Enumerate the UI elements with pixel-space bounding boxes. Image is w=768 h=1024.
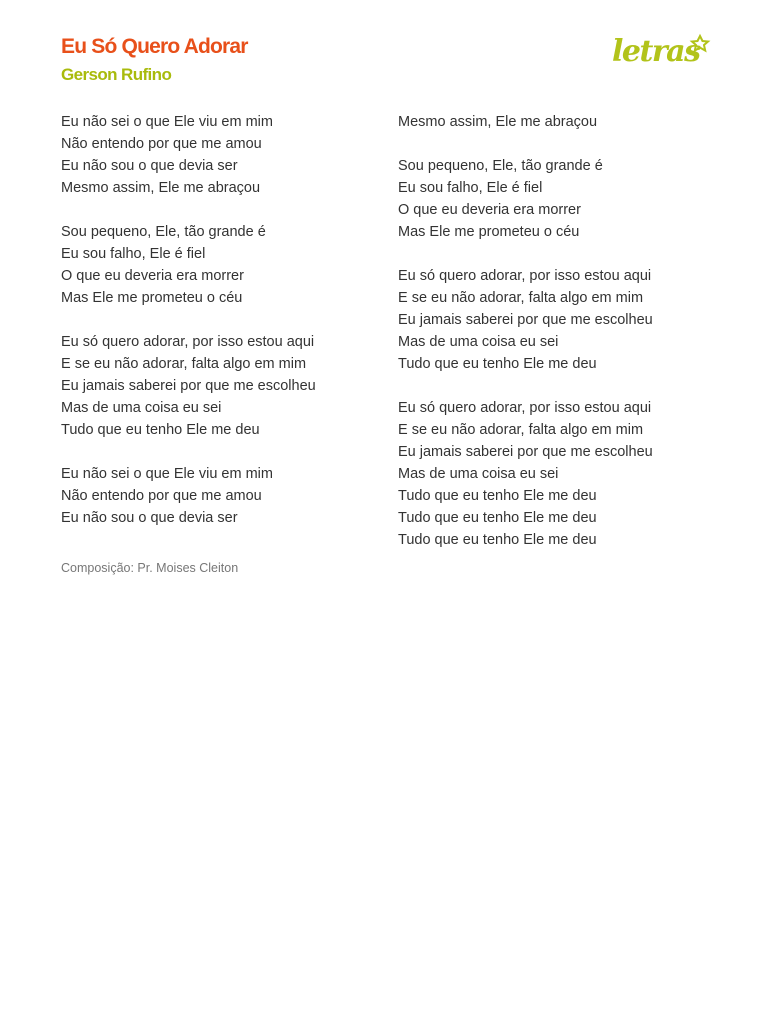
stanza — [398, 111, 653, 133]
stanza — [398, 397, 653, 551]
lyric-line: Tudo que eu tenho Ele me deu — [398, 532, 597, 548]
lyric-line: Mas de uma coisa eu sei — [398, 334, 559, 350]
lyric-line: Eu não sei o que Ele viu em mim — [61, 114, 273, 130]
lyric-line: Mas Ele me prometeu o céu — [61, 290, 243, 306]
lyric-line: Eu só quero adorar, por isso estou aqui — [398, 400, 652, 416]
lyric-line: E se eu não adorar, falta algo em mim — [398, 290, 644, 306]
composer-credit: Composição: Pr. Moises Cleiton — [61, 561, 239, 575]
lyric-line: Eu não sei o que Ele viu em mim — [61, 466, 273, 482]
stanza — [398, 265, 653, 375]
lyric-line: Tudo que eu tenho Ele me deu — [61, 422, 260, 438]
lyric-line: Mesmo assim, Ele me abraçou — [398, 114, 598, 130]
stanza — [61, 331, 316, 441]
lyric-line: O que eu deveria era morrer — [61, 268, 244, 284]
svg-text:letras: letras — [612, 34, 700, 68]
lyric-line: Tudo que eu tenho Ele me deu — [398, 510, 597, 526]
lyric-line: Eu jamais saberei por que me escolheu — [398, 312, 653, 328]
lyric-line: Sou pequeno, Ele, tão grande é — [61, 224, 266, 240]
artist-name: Gerson Rufino — [61, 65, 172, 84]
lyric-line: Eu jamais saberei por que me escolheu — [398, 444, 653, 460]
lyric-line: E se eu não adorar, falta algo em mim — [61, 356, 307, 372]
lyric-line: Eu sou falho, Ele é fiel — [61, 246, 206, 262]
lyrics-column-left — [61, 111, 316, 551]
lyric-line: Eu jamais saberei por que me escolheu — [61, 378, 316, 394]
lyric-line: Tudo que eu tenho Ele me deu — [398, 488, 597, 504]
lyrics-column-right — [398, 111, 653, 573]
stanza — [61, 463, 316, 529]
lyric-line: E se eu não adorar, falta algo em mim — [398, 422, 644, 438]
stanza — [398, 155, 653, 243]
stanza — [61, 111, 316, 199]
lyric-line: Eu não sou o que devia ser — [61, 158, 238, 174]
lyric-line: Eu só quero adorar, por isso estou aqui — [61, 334, 315, 350]
lyric-line: Eu só quero adorar, por isso estou aqui — [398, 268, 652, 284]
lyric-line: Mas Ele me prometeu o céu — [398, 224, 580, 240]
lyric-line: Mas de uma coisa eu sei — [61, 400, 222, 416]
lyric-line: Sou pequeno, Ele, tão grande é — [398, 158, 603, 174]
lyric-line: Mesmo assim, Ele me abraçou — [61, 180, 261, 196]
lyric-line: Eu sou falho, Ele é fiel — [398, 180, 543, 196]
lyric-line: Mas de uma coisa eu sei — [398, 466, 559, 482]
lyric-line: Não entendo por que me amou — [61, 488, 262, 504]
letras-logo — [612, 32, 712, 73]
stanza — [61, 221, 316, 309]
lyric-line: Tudo que eu tenho Ele me deu — [398, 356, 597, 372]
lyric-line: Eu não sou o que devia ser — [61, 510, 238, 526]
song-title: Eu Só Quero Adorar — [61, 35, 248, 58]
lyric-line: Não entendo por que me amou — [61, 136, 262, 152]
lyric-line: O que eu deveria era morrer — [398, 202, 581, 218]
